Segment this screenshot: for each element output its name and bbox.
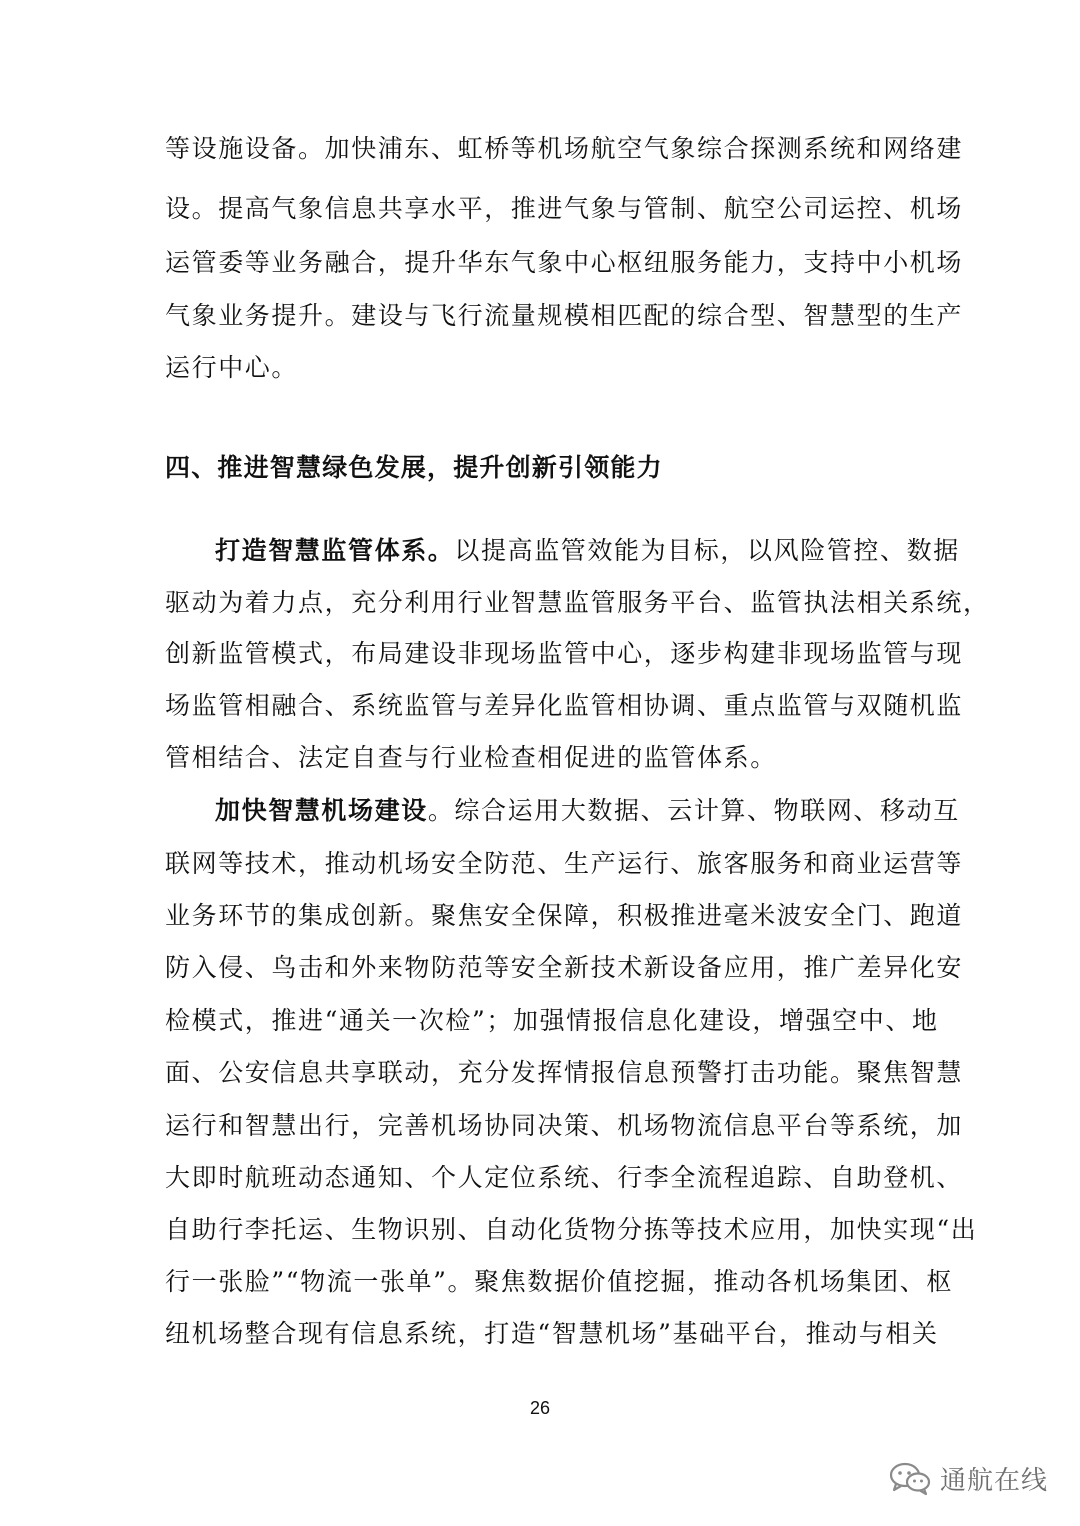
paragraph-line: 等设施设备。加快浦东、虹桥等机场航空气象综合探测系统和网络建 bbox=[165, 134, 964, 163]
paragraph-lead: 加快智慧机场建设 bbox=[215, 796, 428, 825]
paragraph-text: 。综合运用大数据、云计算、物联网、移动互 bbox=[427, 796, 960, 825]
paragraph-line: 气象业务提升。建设与飞行流量规模相匹配的综合型、智慧型的生产 bbox=[165, 301, 964, 330]
paragraph-lead: 打造智慧监管体系。 bbox=[215, 536, 455, 565]
page-number: 26 bbox=[529, 1398, 551, 1418]
paragraph-line: 行一张脸”“物流一张单”。聚焦数据价值挖掘，推动各机场集团、枢 bbox=[165, 1267, 953, 1296]
paragraph-first-line bbox=[215, 791, 975, 831]
paragraph-text: 以提高监管效能为目标，以风险管控、数据 bbox=[454, 536, 960, 565]
section-heading: 四、推进智慧绿色发展，提升创新引领能力 bbox=[165, 453, 663, 482]
paragraph-line: 自助行李托运、生物识别、自动化货物分拣等技术应用，加快实现“出 bbox=[165, 1215, 978, 1244]
paragraph-first-line bbox=[215, 531, 975, 571]
paragraph-line: 创新监管模式，布局建设非现场监管中心，逐步构建非现场监管与现 bbox=[165, 639, 964, 668]
paragraph-line: 防入侵、鸟击和外来物防范等安全新技术新设备应用，推广差异化安 bbox=[165, 953, 964, 982]
paragraph-line: 场监管相融合、系统监管与差异化监管相协调、重点监管与双随机监 bbox=[165, 691, 964, 720]
watermark bbox=[888, 1458, 1048, 1498]
paragraph-line: 运管委等业务融合，提升华东气象中心枢纽服务能力，支持中小机场 bbox=[165, 248, 964, 277]
paragraph-line: 驱动为着力点，充分利用行业智慧监管服务平台、监管执法相关系统， bbox=[165, 588, 990, 617]
wechat-icon bbox=[888, 1460, 932, 1496]
paragraph-line: 管相结合、法定自查与行业检查相促进的监管体系。 bbox=[165, 743, 777, 772]
paragraph-line: 面、公安信息共享联动，充分发挥情报信息预警打击功能。聚焦智慧 bbox=[165, 1058, 964, 1087]
paragraph-line: 检模式，推进“通关一次检”；加强情报信息化建设，增强空中、地 bbox=[165, 1006, 939, 1035]
paragraph-line: 运行和智慧出行，完善机场协同决策、机场物流信息平台等系统，加 bbox=[165, 1111, 964, 1140]
paragraph-line: 业务环节的集成创新。聚焦安全保障，积极推进毫米波安全门、跑道 bbox=[165, 901, 964, 930]
paragraph-line: 大即时航班动态通知、个人定位系统、行李全流程追踪、自助登机、 bbox=[165, 1163, 964, 1192]
watermark-text: 通航在线 bbox=[939, 1465, 1048, 1496]
paragraph-line: 联网等技术，推动机场安全防范、生产运行、旅客服务和商业运营等 bbox=[165, 849, 964, 878]
paragraph-line: 设。提高气象信息共享水平，推进气象与管制、航空公司运控、机场 bbox=[165, 194, 964, 223]
paragraph-line: 运行中心。 bbox=[165, 353, 299, 382]
paragraph-line: 纽机场整合现有信息系统，打造“智慧机场”基础平台，推动与相关 bbox=[165, 1319, 939, 1348]
